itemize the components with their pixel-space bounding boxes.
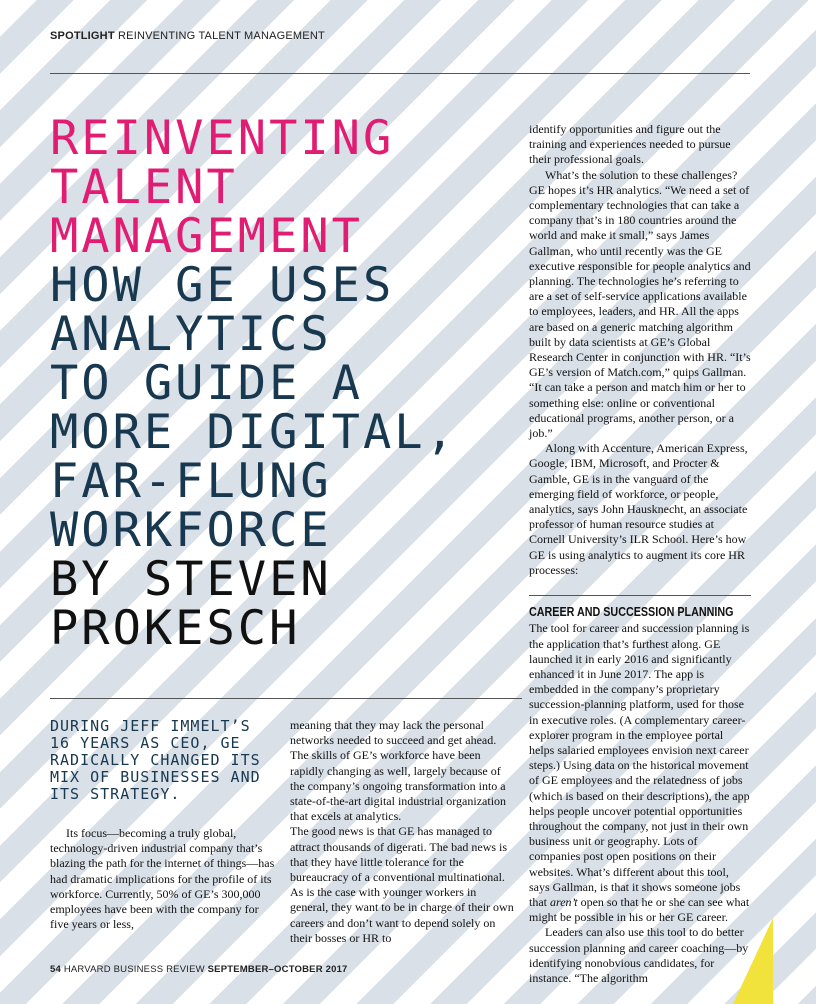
body-column-1 bbox=[50, 826, 278, 932]
col1-paragraph-1: Its focus—becoming a truly global, technology-driven industrial company that’s blazing the path for the internet of things—has had dramatic implications for the profile of its workforce. Currently, 50% of GE’s 300,000 employees have been with the company for five years or less, bbox=[50, 826, 275, 932]
p4-text-after: open so that he or she can see what might be possible in his or her GE career. bbox=[529, 894, 750, 925]
body-column-3 bbox=[529, 122, 751, 986]
title-main: REINVENTING TALENT MANAGEMENT bbox=[50, 111, 395, 264]
page-number: 54 bbox=[50, 964, 61, 975]
col3-paragraph-5: Leaders can also use this tool to do better succession planning and career coaching—by identifying nonobvious candidates, for instance. “The algorithm bbox=[529, 925, 749, 985]
title-byline: BY STEVEN PROKESCH bbox=[50, 552, 332, 656]
col3-paragraph-2: What’s the solution to these challenges? GE hopes it’s HR analytics. “We need a set of complementary technologies that can take a company that’s in 180 countries around the world and make it small,” says James Gallman, who until recently was the GE executive responsible for people analytics and planning. The technologies he’s referring to are a set of self-service applications available to employees, leaders, and HR. All the apps are based on a generic matching algorithm built by data scientists at GE’s Global Research Center in conjunction with HR. “It’s GE’s version of Match.com,” quips Gallman. “It can take a person and match him or her to something else: online or conventional educational programs, another person, or a job.” bbox=[529, 167, 751, 441]
body-column-2 bbox=[290, 718, 516, 946]
col3-paragraph-1: identify opportunities and figure out the training and experiences needed to pursue their professional goals. bbox=[529, 122, 731, 167]
header-section: SPOTLIGHT bbox=[50, 30, 115, 42]
article-title bbox=[50, 111, 520, 656]
col2-paragraph-2: The good news is that GE has managed to attract thousands of digerati. The bad news is that they have little tolerance for the bureaucracy of a conventional multinational. As is the case with younger workers in general, they want to be in charge of their own careers and don’t want to depend solely on their bosses or HR to bbox=[290, 824, 514, 945]
section-rule bbox=[529, 595, 751, 596]
col2-paragraph-1: meaning that they may lack the personal networks needed to succeed and get ahead. The skills of GE’s workforce have been rapidly changing as well, largely because of the company’s ongoing transformation into a state-of-the-art digital industrial organization that excels at analytics. bbox=[290, 718, 507, 824]
header-topic: REINVENTING TALENT MANAGEMENT bbox=[118, 30, 325, 42]
footer-publication: HARVARD BUSINESS REVIEW bbox=[63, 964, 205, 975]
p4-text-before: The tool for career and succession planning is the application that’s furthest along. GE launched it in early 2016 and significantly enhanced it in June 2017. The app is embedded in the company’s proprietary succession-planning platform, used for those in executive roles. (A complementary career-explorer program in the employee portal helps salaried employees envision next career steps.) Using data on the historical movement of GE employees and the relatedness of jobs (which is based on their descriptions), the app helps people uncover potential opportunities throughout the company, not just in their own business unit or geography. Lots of companies post open positions on their websites. What’s different about this tool, says Gallman, is that it shows someone jobs that bbox=[529, 621, 750, 909]
col3-paragraph-3: Along with Accenture, American Express, Google, IBM, Microsoft, and Procter & Gamble, GE is in the vanguard of the emerging field of workforce, or people, analytics, says John Hausknecht, an associate professor of human resource studies at Cornell University’s ILR School. Here’s how GE is using analytics to augment its core HR processes: bbox=[529, 441, 748, 577]
p4-emphasis: aren’t bbox=[550, 894, 578, 909]
col3-paragraph-4 bbox=[529, 621, 751, 925]
page-footer bbox=[50, 964, 348, 975]
title-subtitle: HOW GE USES ANALYTICS TO GUIDE A MORE DIGITAL, FAR-FLUNG WORKFORCE bbox=[50, 258, 457, 558]
dek-rule bbox=[50, 698, 522, 699]
dek-text: DURING JEFF IMMELT’S 16 YEARS AS CEO, GE RADICALLY CHANGED ITS MIX OF BUSINESSES AND ITS STRATEGY. bbox=[50, 717, 261, 803]
running-header bbox=[50, 30, 750, 42]
header-rule bbox=[50, 73, 750, 74]
section-heading: CAREER AND SUCCESSION PLANNING bbox=[529, 605, 734, 620]
footer-issue: SEPTEMBER–OCTOBER 2017 bbox=[207, 964, 348, 975]
